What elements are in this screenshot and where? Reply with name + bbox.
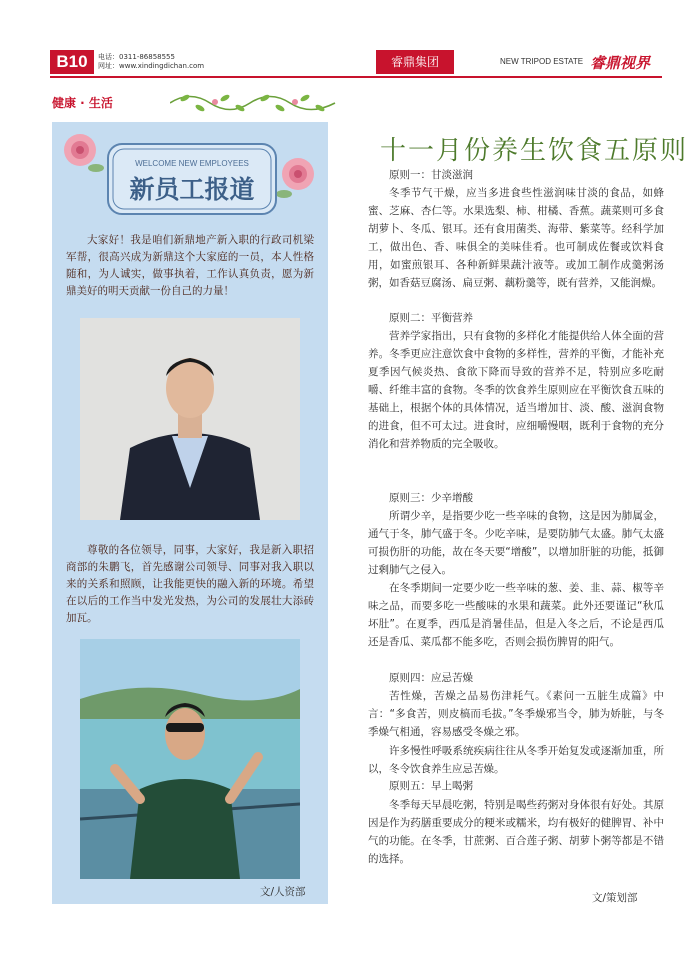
estate-name: NEW TRIPOD ESTATE <box>500 57 584 66</box>
banner-small-text: WELCOME NEW EMPLOYEES <box>135 159 249 168</box>
article-paragraph: 所谓少辛，是指要少吃一些辛味的食物，这是因为肺属金，通气于冬，肺气盛于冬。少吃辛味，是要防肺气太盛。肺气太盛可损伤肝的功能，故在冬天要“增酸”，以增加肝脏的功能，抵御过剩肺气之侵入。 <box>368 510 664 576</box>
article-paragraph: 苦性燥，苦燥之品易伤津耗气。《素问一五脏生成篇》中言：“多食苦，则皮槁而毛拔。”冬季燥邪当令，肺为娇脏，与冬季燥气相通，容易感受冬燥之邪。 <box>368 690 664 738</box>
principle-heading: 原则一：甘淡滋润 <box>389 169 473 181</box>
right-credit: 文/策划部 <box>592 892 638 904</box>
article-paragraph: 在冬季期间一定要少吃一些辛味的葱、姜、韭、蒜、椒等辛味之品，而要多吃一些酸味的水果和蔬菜。此外还要谨记“秋瓜坏肚”。在夏季，西瓜是消暑佳品，但是入冬之后，不论是西瓜还是香瓜、菜瓜都不能多吃，否则会损伤脾胃的阳气。 <box>368 582 664 648</box>
publication-logo: 睿鼎视界 <box>590 54 651 72</box>
article-paragraph: 营养学家指出，只有食物的多样化才能提供给人体全面的营养。冬季更应注意饮食中食物的多样性，营养的平衡，才能补充夏季因气候炎热、食欲下降而导致的营养不足，特别应多吃耐嚼、纤维丰富的食物。冬季的饮食养生原则应在平衡饮食五味的基础上，根据个体的具体情况，适当增加甘、淡、酸、滋润食物的进食，但不可太过。进食时，应细嚼慢咽，既利于食物的充分消化和营养物质的完全吸收。 <box>368 330 664 450</box>
employee-intro-2: 尊敬的各位领导，同事，大家好，我是新入职招商部的朱鹏飞，首先感谢公司领导、同事对我入职以来的关系和照顾，让我能更快的融入新的环境。希望在以后的工作当中发光发热，为公司的发展壮大添砖加瓦。 <box>66 544 314 624</box>
principle-heading: 原则三：少辛增酸 <box>389 492 473 504</box>
page-number: B10 <box>50 50 94 74</box>
contact-info <box>98 53 204 71</box>
vine-decoration-icon <box>170 90 340 116</box>
rose-right-icon <box>276 158 314 198</box>
principle-heading: 原则四：应忌苦燥 <box>389 672 473 684</box>
phone-text: 电话：0311-86858555 <box>98 53 175 61</box>
employee-intro-1: 大家好！我是咱们新鼎地产新入职的行政司机梁军帮，很高兴成为新鼎这个大家庭的一员，本人性格随和，为人诚实，做事执着，工作认真负责，愿为新鼎美好的明天贡献一份自己的力量！ <box>66 234 314 297</box>
page-header <box>50 50 662 74</box>
article-paragraph: 许多慢性呼吸系统疾病往往从冬季开始复发或逐渐加重，所以，冬令饮食养生应忌苦燥。 <box>368 745 664 775</box>
website-text: 网址：www.xindingdichan.com <box>98 62 205 70</box>
employee-photo-2 <box>80 639 300 879</box>
principle-heading: 原则五：早上喝粥 <box>389 780 473 792</box>
article-paragraph: 冬季每天早晨吃粥，特别是喝些药粥对身体很有好处。其原因是作为药膳重要成分的粳米或糯米，均有极好的健脾胃、补中气的功能。在冬季，甘蔗粥、百合莲子粥、胡萝卜粥等都是不错的选择。 <box>368 799 664 865</box>
header-divider <box>50 76 662 78</box>
welcome-banner <box>62 128 318 222</box>
principle-heading: 原则二：平衡营养 <box>389 312 473 324</box>
article-paragraph: 冬季节气干燥，应当多进食些性滋润味甘淡的食品，如蜂蜜、芝麻、杏仁等。水果选梨、柿、柑橘、香蕉。蔬菜则可多食胡萝卜、冬瓜、银耳。还有食用菌类、海带、紫菜等。经科学加工，做出色、香、味俱全的美味佳肴。也可制成佐餐或饮料食用，如蜜煎银耳、各种新鲜果蔬汁液等。或加工制作成羹粥汤粥，如香菇豆腐汤、扁豆粥、藕粉羹等，既有营养，又能润燥。 <box>368 187 664 289</box>
rose-left-icon <box>64 134 104 172</box>
group-name: 睿鼎集团 <box>376 50 454 74</box>
banner-title-text: 新员工报道 <box>129 175 255 204</box>
employee-photo-1 <box>80 318 300 520</box>
article-title: 十一月份养生饮食五原则 <box>380 136 689 166</box>
section-label: 健康 · 生活 <box>52 96 113 110</box>
left-credit: 文/人资部 <box>260 886 306 898</box>
